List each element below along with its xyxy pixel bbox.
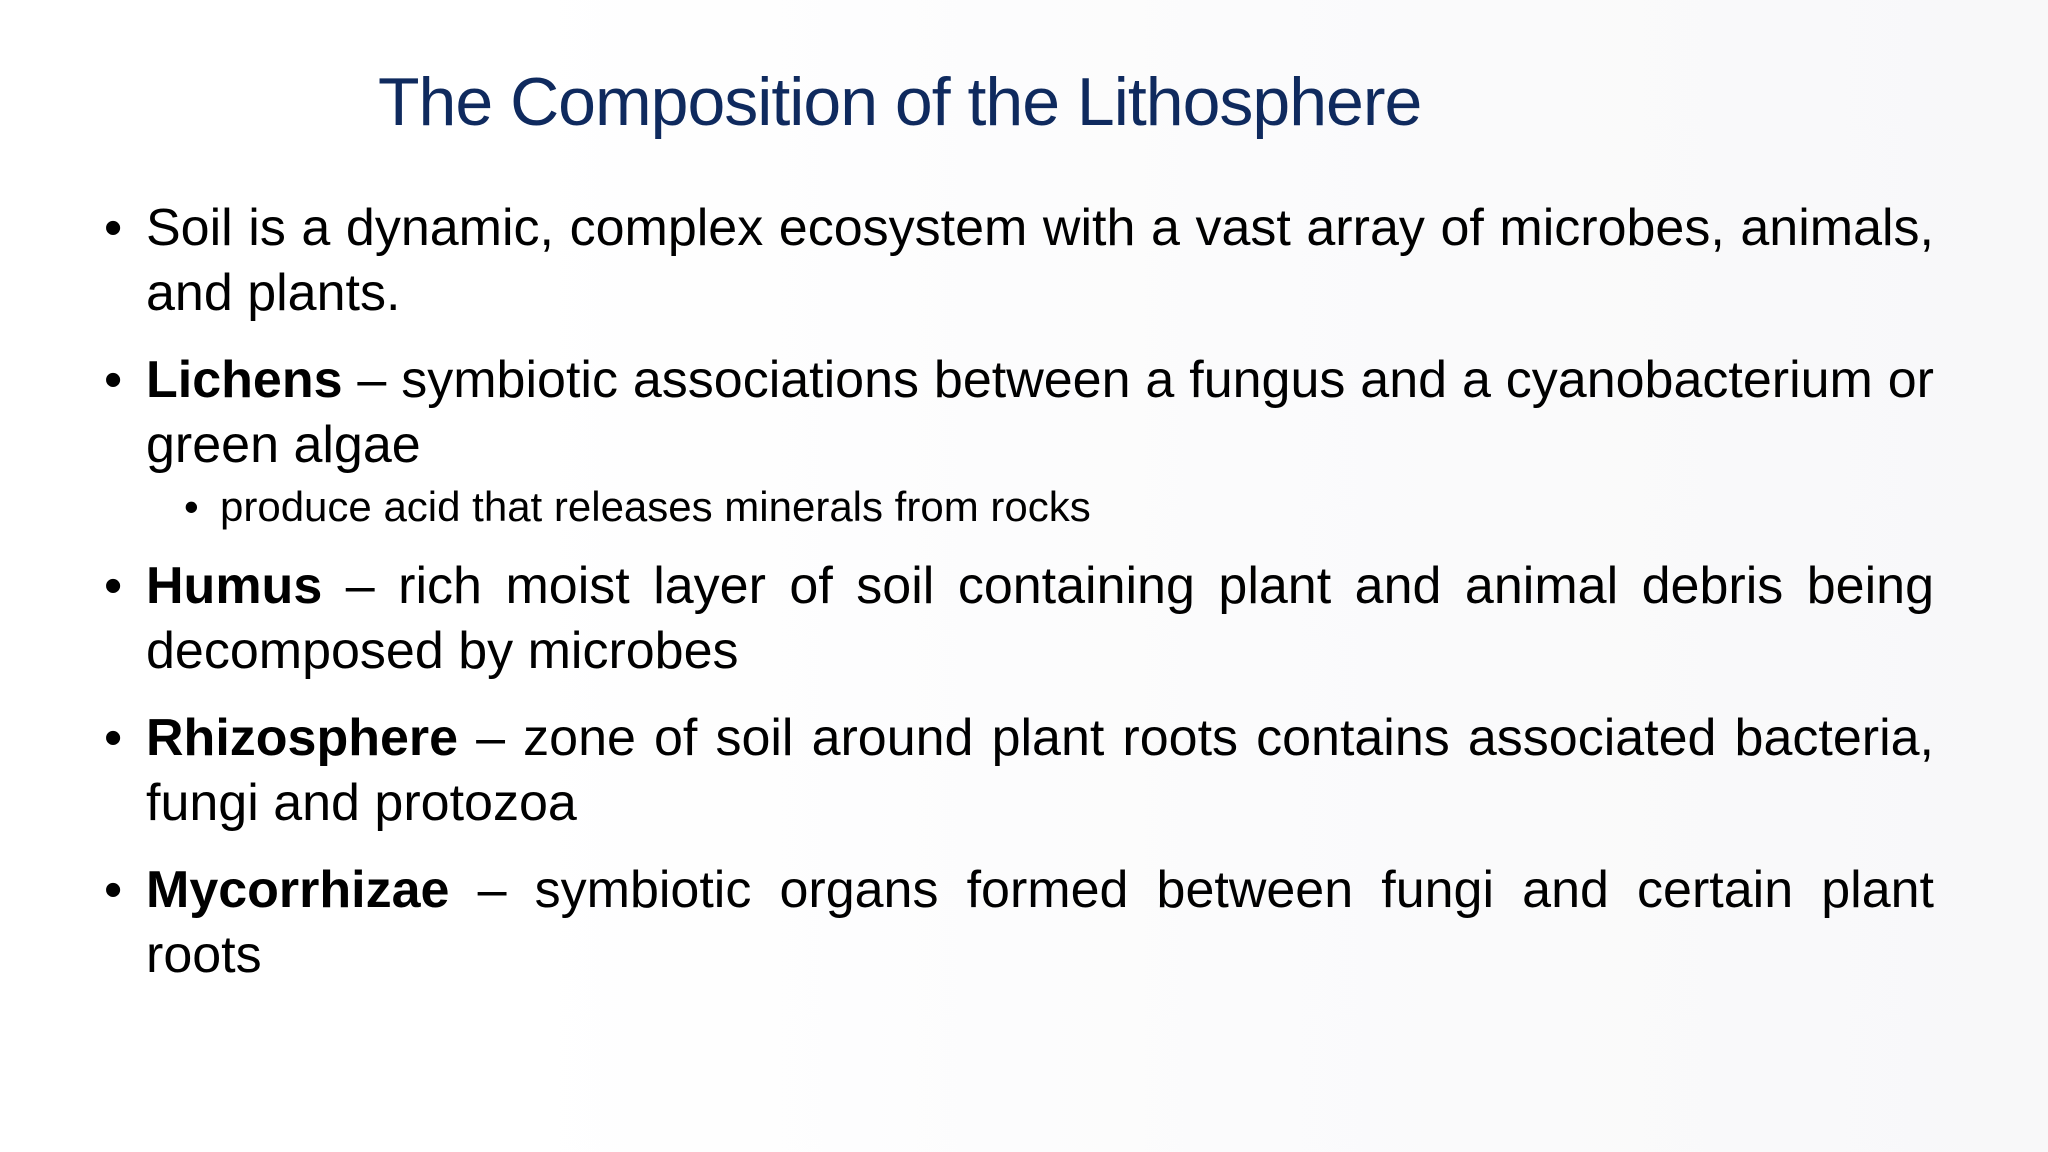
bullet-item-rhizosphere bbox=[104, 706, 1934, 836]
bullet-text: – symbiotic associations between a fungus and a cyanobacterium or green algae bbox=[146, 351, 1934, 474]
bullet-item-humus bbox=[104, 554, 1934, 684]
bullet-text: – rich moist layer of soil containing plant and animal debris being decomposed by microbes bbox=[146, 557, 1934, 680]
bullet-term: Humus bbox=[146, 557, 323, 615]
bullet-item-soil bbox=[104, 196, 1934, 326]
bullet-glyph: • bbox=[104, 861, 123, 919]
bullet-text: – zone of soil around plant roots contains associated bacteria, fungi and protozoa bbox=[146, 709, 1934, 832]
bullet-text: Soil is a dynamic, complex ecosystem with a vast array of microbes, animals, and plants. bbox=[146, 199, 1934, 322]
bullet-term: Rhizosphere bbox=[146, 709, 459, 767]
bullet-item-lichens bbox=[104, 348, 1934, 478]
bullet-list bbox=[104, 196, 1934, 1010]
slide-title: The Composition of the Lithosphere bbox=[378, 64, 1422, 140]
bullet-term: Mycorrhizae bbox=[146, 861, 450, 919]
sub-bullet-item-lichens-acid bbox=[184, 482, 1934, 532]
bullet-glyph: • bbox=[104, 709, 123, 767]
bullet-glyph: • bbox=[104, 199, 123, 257]
bullet-glyph: • bbox=[104, 351, 123, 409]
sub-bullet-glyph: • bbox=[184, 483, 199, 530]
bullet-text: – symbiotic organs formed between fungi and certain plant roots bbox=[146, 861, 1934, 984]
bullet-item-mycorrhizae bbox=[104, 858, 1934, 988]
bullet-term: Lichens bbox=[146, 351, 343, 409]
sub-bullet-text: produce acid that releases minerals from rocks bbox=[220, 483, 1091, 530]
bullet-glyph: • bbox=[104, 557, 123, 615]
